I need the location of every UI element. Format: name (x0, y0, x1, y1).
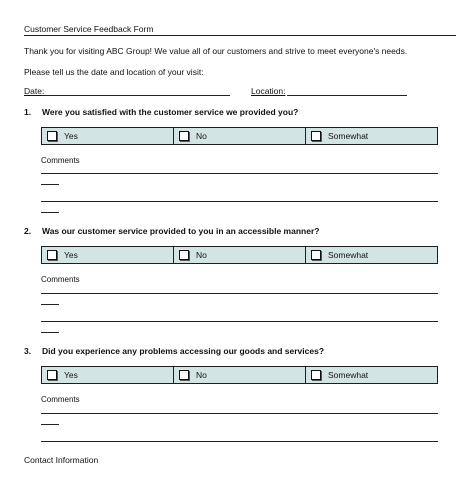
comment-line[interactable] (41, 441, 438, 442)
checkbox-icon[interactable] (311, 370, 321, 380)
question-text: Was our customer service provided to you in an accessible manner? (42, 226, 320, 236)
comment-line[interactable] (41, 293, 438, 294)
form-title: Customer Service Feedback Form (24, 24, 154, 34)
answer-options-row (41, 127, 438, 145)
comment-line[interactable] (41, 321, 438, 322)
question-text: Did you experience any problems accessing our goods and services? (42, 346, 325, 356)
answer-options-row (41, 246, 438, 264)
option-label: Somewhat (328, 370, 369, 380)
option-label: Yes (64, 131, 78, 141)
question-text: Were you satisfied with the customer service we provided you? (42, 107, 299, 117)
comments-label: Comments (41, 275, 80, 284)
title-rule (24, 35, 456, 36)
comment-line[interactable] (41, 304, 59, 305)
option-label: Somewhat (328, 250, 369, 260)
option-label: Somewhat (328, 131, 369, 141)
question-number: 2. (24, 226, 32, 236)
comment-line[interactable] (41, 424, 59, 425)
checkbox-icon[interactable] (311, 131, 321, 141)
comments-label: Comments (41, 156, 80, 165)
checkbox-icon[interactable] (47, 131, 57, 141)
option-somewhat[interactable] (306, 247, 437, 263)
option-label: Yes (64, 370, 78, 380)
contact-information-label: Contact Information (24, 455, 99, 465)
option-somewhat[interactable] (306, 367, 437, 383)
option-yes[interactable] (42, 367, 174, 383)
checkbox-icon[interactable] (311, 250, 321, 260)
comment-line[interactable] (41, 332, 59, 333)
date-field[interactable] (42, 95, 230, 96)
option-label: No (196, 250, 207, 260)
option-yes[interactable] (42, 128, 174, 144)
date-location-prompt: Please tell us the date and location of your visit: (24, 67, 204, 77)
question-number: 3. (24, 346, 32, 356)
location-field[interactable] (287, 95, 407, 96)
option-no[interactable] (174, 367, 306, 383)
comment-line[interactable] (41, 173, 438, 174)
option-yes[interactable] (42, 247, 174, 263)
date-label: Date: (24, 86, 45, 96)
comment-line[interactable] (41, 201, 438, 202)
option-no[interactable] (174, 247, 306, 263)
location-label: Location: (251, 86, 286, 96)
checkbox-icon[interactable] (47, 250, 57, 260)
checkbox-icon[interactable] (47, 370, 57, 380)
option-label: No (196, 131, 207, 141)
option-somewhat[interactable] (306, 128, 437, 144)
comments-label: Comments (41, 395, 80, 404)
answer-options-row (41, 366, 438, 384)
question-number: 1. (24, 107, 32, 117)
comment-line[interactable] (41, 413, 438, 414)
intro-text: Thank you for visiting ABC Group! We value all of our customers and strive to meet everyone's needs. (24, 46, 408, 56)
comment-line[interactable] (41, 184, 59, 185)
comment-line[interactable] (41, 212, 59, 213)
option-no[interactable] (174, 128, 306, 144)
option-label: Yes (64, 250, 78, 260)
option-label: No (196, 370, 207, 380)
checkbox-icon[interactable] (179, 370, 189, 380)
checkbox-icon[interactable] (179, 250, 189, 260)
checkbox-icon[interactable] (179, 131, 189, 141)
